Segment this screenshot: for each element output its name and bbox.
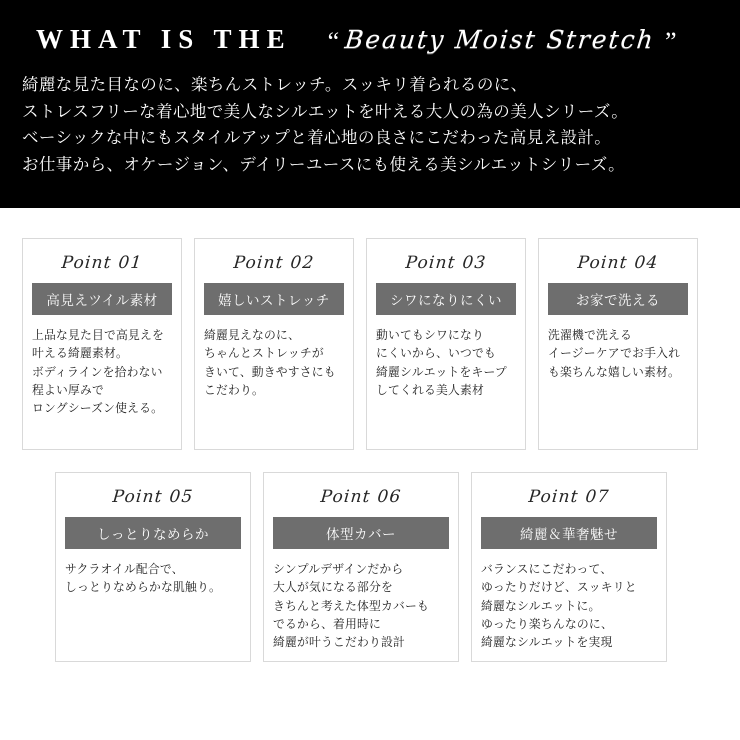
point-body [65, 560, 241, 597]
point-body-line: しっとりなめらかな肌触り。 [65, 580, 221, 595]
point-body-line: シンプルデザインだから [273, 562, 404, 576]
point-label: Point 03 [404, 253, 488, 273]
point-body-line: 綺麗見えなのに、 [204, 328, 300, 342]
headline-prefix: WHAT IS THE [36, 23, 292, 54]
point-body-line: にくいから、いつでも [376, 346, 496, 361]
hero-line: ストレスフリーな着心地で美人なシルエットを叶える大人の為の美人シリーズ。 [22, 102, 629, 121]
hero-line: 綺麗な見た目なのに、楽ちんストレッチ。スッキリ着られるのに、 [22, 76, 528, 94]
point-label: Point 05 [111, 487, 195, 507]
point-banner: 体型カバー [273, 517, 449, 549]
point-card [538, 238, 698, 450]
point-banner: 綺麗＆華奢魅せ [481, 517, 657, 549]
point-body-line: ボディラインを拾わない [32, 364, 163, 379]
point-body-line: してくれる美人素材 [376, 382, 484, 397]
point-banner: 嬉しいストレッチ [204, 283, 344, 315]
point-label: Point 04 [576, 253, 660, 273]
point-card [55, 472, 251, 662]
point-card [194, 238, 354, 450]
quote-close-mark: ” [664, 27, 677, 56]
point-card [366, 238, 526, 450]
point-body-line: でるから、着用時に [273, 616, 381, 631]
point-card [263, 472, 459, 662]
point-body-line: 動いてもシワになり [376, 328, 484, 342]
point-body-line: サクラオイル配合で、 [65, 562, 184, 576]
point-card [22, 238, 182, 450]
point-label: Point 02 [232, 253, 316, 273]
point-label: Point 07 [527, 487, 611, 507]
point-body-line: も楽ちんな嬉しい素材。 [548, 364, 680, 379]
point-banner: しっとりなめらか [65, 517, 241, 549]
point-body-line: ゆったりだけど、スッキリと [481, 580, 637, 595]
point-body-line: ロングシーズン使える。 [32, 401, 164, 416]
quote-open-mark: “ [327, 27, 340, 56]
point-body-line: 綺麗なシルエットに。 [481, 598, 601, 613]
point-body-line: 叶える綺麗素材。 [32, 346, 128, 361]
point-body-line: きいて、動きやすさにも [204, 364, 336, 379]
point-body-line: 綺麗なシルエットを実現 [481, 635, 613, 650]
point-body-line: バランスにこだわって、 [481, 562, 613, 576]
point-body [32, 326, 172, 417]
point-banner: 高見えツイル素材 [32, 283, 172, 315]
point-banner: シワになりにくい [376, 283, 516, 315]
point-body-line: 綺麗シルエットをキープ [376, 364, 507, 379]
point-body [548, 326, 688, 381]
point-body-line: 程よい厚みで [32, 382, 104, 397]
point-body [204, 326, 344, 399]
point-body [481, 560, 657, 651]
point-body-line: きちんと考えた体型カバーも [273, 598, 429, 613]
point-label: Point 01 [60, 253, 144, 273]
point-body-line: イージーケアでお手入れ [548, 346, 681, 361]
points-row-bottom [55, 472, 667, 662]
brand-script-logo: Beauty Moist Stretch [343, 24, 657, 54]
point-body-line: 洗濯機で洗える [548, 328, 632, 342]
hero-line: お仕事から、オケージョン、デイリーユースにも使える美シルエットシリーズ。 [22, 156, 626, 175]
point-body-line: 綺麗が叶うこだわり設計 [273, 635, 405, 650]
point-body-line: 大人が気になる部分を [273, 580, 393, 595]
point-banner: お家で洗える [548, 283, 688, 315]
hero-headline [22, 16, 718, 62]
point-label: Point 06 [319, 487, 403, 507]
point-body-line: ゆったり楽ちんなのに、 [481, 616, 613, 631]
point-body [376, 326, 516, 399]
point-body-line: 上品な見た目で高見えを [32, 328, 164, 342]
point-body-line: ちゃんとストレッチが [204, 346, 324, 361]
point-body [273, 560, 449, 651]
hero-banner [0, 0, 740, 208]
point-card [471, 472, 667, 662]
hero-line: ベーシックな中にもスタイルアップと着心地の良さにこだわった高見え設計。 [22, 129, 612, 148]
point-body-line: こだわり。 [204, 382, 264, 397]
points-row-top [22, 238, 698, 450]
hero-description [22, 72, 718, 179]
